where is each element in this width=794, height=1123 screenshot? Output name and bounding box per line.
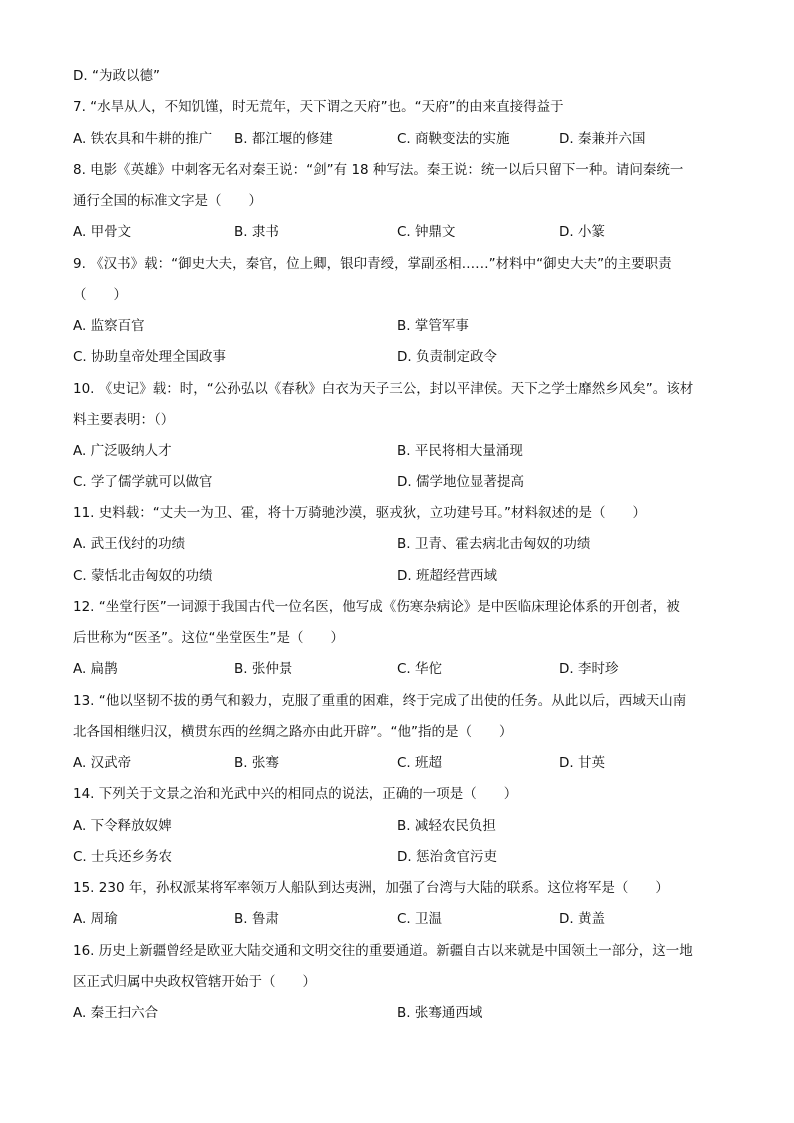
option-c: C. 蒙恬北击匈奴的功绩 (73, 568, 213, 584)
question-stem-continued: 北各国相继归汉，横贯东西的丝绸之路亦由此开辟”。“他”指的是（ ） (73, 724, 513, 740)
question-stem: 13. “他以坚韧不拔的勇气和毅力，克服了重重的困难，终于完成了出使的任务。从此以后，西域天山南 (73, 693, 687, 709)
option-a: A. 武王伐纣的功绩 (73, 536, 186, 552)
option-d: D. 小篆 (559, 224, 605, 240)
question-stem-continued: 通行全国的标准文字是（ ） (73, 193, 262, 209)
option-b: B. 掌管军事 (397, 318, 469, 334)
option-a: A. 监察百官 (73, 318, 145, 334)
question-stem: 12. “坐堂行医”一词源于我国古代一位名医，他写成《伤寒杂病论》是中医临床理论体系的开创者，被 (73, 599, 680, 615)
option-d: D. 负责制定政令 (397, 349, 497, 365)
option-a: A. 秦王扫六合 (73, 1005, 159, 1021)
option-a: A. 汉武帝 (73, 755, 132, 771)
option-d: D. 甘英 (559, 755, 605, 771)
option-a: A. 甲骨文 (73, 224, 132, 240)
option-b: B. 都江堰的修建 (234, 131, 333, 147)
option-b: B. 减轻农民负担 (397, 818, 496, 834)
option-c: C. 班超 (397, 755, 443, 771)
question-stem: 7. “水旱从人，不知饥馑，时无荒年，天下谓之天府”也。“天府”的由来直接得益于 (73, 99, 564, 115)
previous-option-tail: D. “为政以德” (73, 68, 160, 84)
question-stem: 16. 历史上新疆曾经是欧亚大陆交通和文明交往的重要通道。新疆自古以来就是中国领土一部分，这一地 (73, 943, 693, 959)
option-b: B. 卫青、霍去病北击匈奴的功绩 (397, 536, 591, 552)
option-c: C. 学了儒学就可以做官 (73, 474, 213, 490)
option-d: D. 秦兼并六国 (559, 131, 646, 147)
option-d: D. 李时珍 (559, 661, 619, 677)
option-d: D. 班超经营西域 (397, 568, 497, 584)
question-stem: 14. 下列关于文景之治和光武中兴的相同点的说法，正确的一项是（ ） (73, 786, 518, 802)
option-c: C. 协助皇帝处理全国政事 (73, 349, 227, 365)
option-b: B. 平民将相大量涌现 (397, 443, 523, 459)
question-stem-continued: 料主要表明：（） (73, 412, 175, 428)
option-b: B. 张仲景 (234, 661, 293, 677)
option-b: B. 张骞 (234, 755, 279, 771)
question-stem: 11. 史料载：“丈夫一为卫、霍，将十万骑驰沙漠，驱戎狄，立功建号耳。”材料叙述的是（ ） (73, 505, 646, 521)
option-a: A. 广泛吸纳人才 (73, 443, 172, 459)
question-stem: 15. 230 年，孙权派某将军率领万人船队到达夷洲，加强了台湾与大陆的联系。这位将军是（ ） (73, 880, 669, 896)
option-d: D. 黄盖 (559, 911, 605, 927)
question-stem-continued: （ ） (73, 287, 127, 303)
question-stem: 8. 电影《英雄》中刺客无名对秦王说：“剑”有 18 种写法。秦王说：统一以后只留下一种。请问秦统一 (73, 162, 684, 178)
option-d: D. 惩治贪官污吏 (397, 849, 497, 865)
option-c: C. 钟鼎文 (397, 224, 456, 240)
question-stem-continued: 后世称为“医圣”。这位“坐堂医生”是（ ） (73, 630, 344, 646)
option-a: A. 扁鹊 (73, 661, 118, 677)
option-b: B. 张骞通西域 (397, 1005, 483, 1021)
option-c: C. 卫温 (397, 911, 443, 927)
question-stem: 9. 《汉书》载：“御史大夫，秦官，位上卿，银印青绶，掌副丞相……”材料中“御史大夫”的主要职责 (73, 256, 672, 272)
option-d: D. 儒学地位显著提高 (397, 474, 524, 490)
option-b: B. 隶书 (234, 224, 279, 240)
option-b: B. 鲁肃 (234, 911, 279, 927)
question-stem: 10. 《史记》载：时，“公孙弘以《春秋》白衣为天子三公，封以平津侯。天下之学士靡然乡风矣”。该材 (73, 381, 694, 397)
option-a: A. 下令释放奴婢 (73, 818, 172, 834)
option-a: A. 周瑜 (73, 911, 118, 927)
option-c: C. 士兵还乡务农 (73, 849, 173, 865)
option-c: C. 商鞅变法的实施 (397, 131, 510, 147)
option-c: C. 华佗 (397, 661, 443, 677)
question-stem-continued: 区正式归属中央政权管辖开始于（ ） (73, 974, 316, 990)
option-a: A. 铁农具和牛耕的推广 (73, 131, 213, 147)
